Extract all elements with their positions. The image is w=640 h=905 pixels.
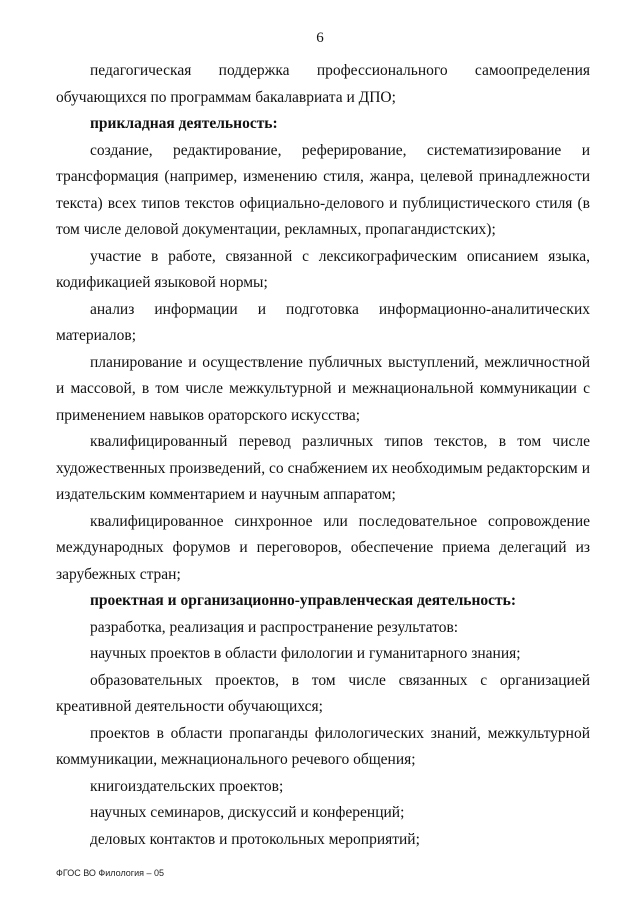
paragraph: книгоиздательских проектов; (90, 777, 284, 795)
paragraph: научных проектов в области филологии и гуманитарного знания; (90, 645, 521, 662)
document-body (56, 58, 590, 853)
section-heading: прикладная деятельность: (90, 115, 278, 132)
paragraph: деловых контактов и протокольных мероприятий; (90, 830, 420, 848)
paragraph: квалифицированный перевод различных типов текстов, в том числе художественных произведений, со снабжением их необходимым редакторским и издательским комментарием и научным аппаратом; (56, 433, 590, 503)
paragraph: разработка, реализация и распространение результатов: (90, 618, 459, 636)
paragraph: создание, редактирование, реферирование, систематизирование и трансформация (например, изменению стиля, жанра, целевой принадлежности текста) всех типов текстов официально-делового и публицистического стиля (в том числе деловой документации, рекламных, пропагандистских); (56, 141, 590, 238)
paragraph: квалифицированное синхронное или последовательное сопровождение международных форумов и переговоров, обеспечение приема делегаций из зарубежных стран; (56, 512, 590, 583)
page-number: 6 (316, 30, 324, 46)
paragraph: педагогическая поддержка профессионального самоопределения обучающихся по программам бакалавриата и ДПО; (56, 62, 590, 106)
paragraph: анализ информации и подготовка информационно-аналитических материалов; (56, 300, 590, 344)
paragraph: образовательных проектов, в том числе связанных с организацией креативной деятельности обучающихся; (56, 671, 590, 715)
paragraph: планирование и осуществление публичных выступлений, межличностной и массовой, в том числе межкультурной и межнациональной коммуникации с применением навыков ораторского искусства; (56, 353, 590, 424)
paragraph: проектов в области пропаганды филологических знаний, межкультурной коммуникации, межнационального речевого общения; (56, 724, 590, 768)
document-footer: ФГОС ВО Филология – 05 (56, 868, 165, 878)
section-heading: проектная и организационно-управленческая деятельность: (90, 592, 517, 609)
paragraph: участие в работе, связанной с лексикографическим описанием языка, кодификацией языковой нормы; (56, 247, 590, 291)
paragraph: научных семинаров, дискуссий и конференций; (90, 804, 405, 821)
